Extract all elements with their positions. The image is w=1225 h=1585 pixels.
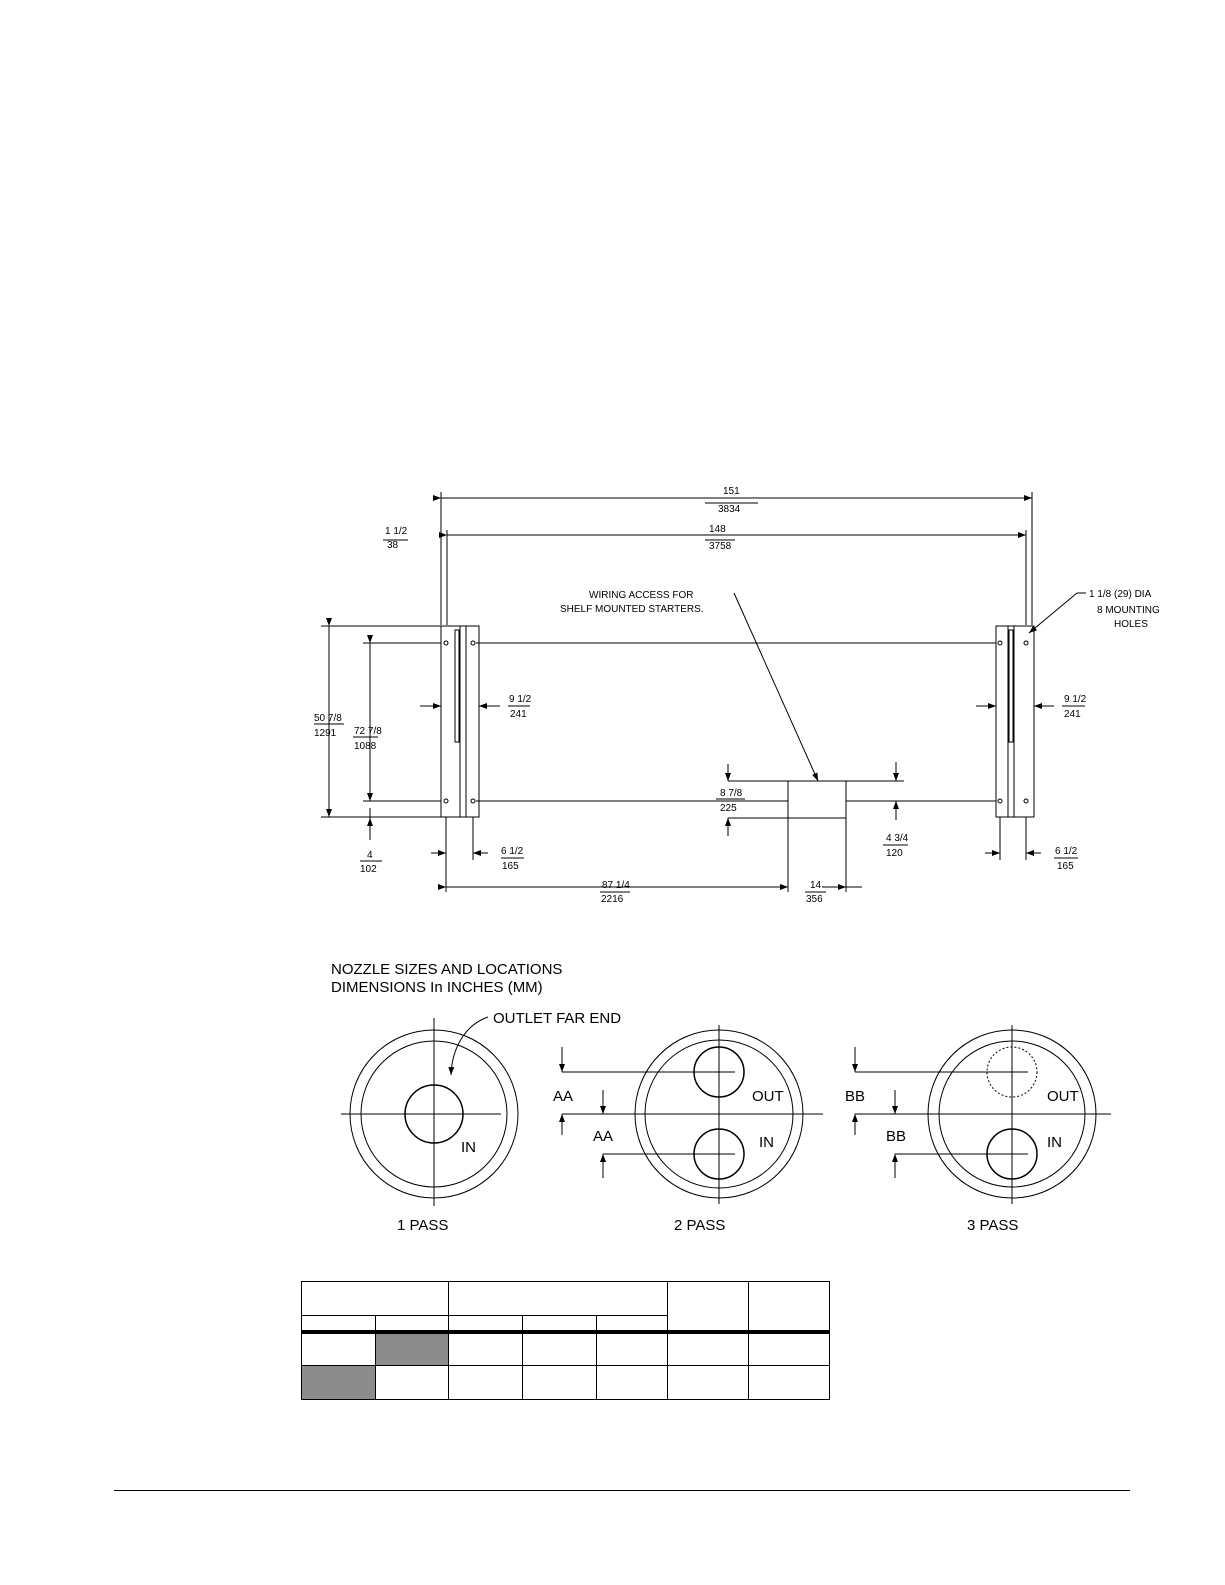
pass2-label: 2 PASS xyxy=(674,1217,726,1234)
mount-note-line3: HOLES xyxy=(1114,619,1148,630)
inner-length-mm: 3758 xyxy=(709,541,732,552)
to-box-mm: 2216 xyxy=(601,894,624,905)
pass3-nozzle-view xyxy=(855,1025,1111,1204)
box-height-in: 8 7/8 xyxy=(720,788,743,799)
out-label-pass2: OUT xyxy=(752,1088,784,1105)
table-cell-shaded xyxy=(376,1332,449,1366)
bottom-left-in: 4 xyxy=(367,850,373,861)
left-tube-sheet xyxy=(441,626,479,817)
bottom-left-mm: 102 xyxy=(360,864,377,875)
table-cell xyxy=(523,1332,597,1366)
table-row xyxy=(302,1332,830,1366)
table-row xyxy=(302,1366,830,1400)
bb-label-lower: BB xyxy=(886,1128,907,1145)
nozzle-subtitle: DIMENSIONS In INCHES (MM) xyxy=(331,979,543,996)
box-height-mm: 225 xyxy=(720,803,737,814)
right-tube-sheet xyxy=(996,626,1034,817)
table-cell-shaded xyxy=(302,1366,376,1400)
box-width-mm: 356 xyxy=(806,894,823,905)
inner-width-mm: 1088 xyxy=(354,741,377,752)
mount-note-line1: 1 1/8 (29) DIA xyxy=(1089,589,1152,600)
table-header-row xyxy=(302,1282,830,1316)
bb-label-upper: BB xyxy=(845,1088,866,1105)
wiring-leader xyxy=(734,593,818,781)
in-label-pass3: IN xyxy=(1047,1134,1062,1151)
dim-inner-length xyxy=(383,530,1026,625)
table-cell xyxy=(449,1332,523,1366)
right-foot-mm: 241 xyxy=(1064,709,1081,720)
aa-label-upper: AA xyxy=(553,1088,574,1105)
dim-box-height xyxy=(716,764,788,836)
right-hole-gap-mm: 165 xyxy=(1057,861,1074,872)
dim-inner-width xyxy=(353,643,441,801)
outlet-far-end-label: OUTLET FAR END xyxy=(493,1010,622,1027)
wiring-note-line1: WIRING ACCESS FOR xyxy=(589,590,694,601)
nozzle-title: NOZZLE SIZES AND LOCATIONS xyxy=(331,961,563,978)
table-cell xyxy=(449,1282,668,1316)
table-cell xyxy=(376,1316,449,1332)
nozzle-table xyxy=(301,1281,830,1400)
right-foot-in: 9 1/2 xyxy=(1064,694,1087,705)
right-hole-gap-in: 6 1/2 xyxy=(1055,846,1078,857)
outer-width-in: 50 7/8 xyxy=(314,713,342,724)
left-offset-mm: 38 xyxy=(387,540,399,551)
left-foot-in: 9 1/2 xyxy=(509,694,532,705)
table-cell xyxy=(668,1282,749,1332)
table-cell xyxy=(749,1366,830,1400)
table-cell xyxy=(749,1282,830,1332)
box-offset-in: 4 3/4 xyxy=(886,833,909,844)
table-cell xyxy=(668,1332,749,1366)
left-foot-mm: 241 xyxy=(510,709,527,720)
pass1-label: 1 PASS xyxy=(397,1217,449,1234)
in-label-pass1: IN xyxy=(461,1139,476,1156)
table-cell xyxy=(597,1332,668,1366)
aa-label-lower: AA xyxy=(593,1128,614,1145)
mount-note-line2: 8 MOUNTING xyxy=(1097,605,1160,616)
left-offset-in: 1 1/2 xyxy=(385,526,408,537)
table-cell xyxy=(302,1316,376,1332)
table-cell xyxy=(668,1366,749,1400)
wiring-access-box xyxy=(788,781,846,818)
table-cell xyxy=(523,1366,597,1400)
left-hole-gap-in: 6 1/2 xyxy=(501,846,524,857)
left-hole-gap-mm: 165 xyxy=(502,861,519,872)
frame-rails xyxy=(476,643,996,801)
table-cell xyxy=(449,1366,523,1400)
outer-width-mm: 1291 xyxy=(314,728,337,739)
table-cell xyxy=(749,1332,830,1366)
overall-length-in: 151 xyxy=(723,486,740,497)
table-cell xyxy=(597,1316,668,1332)
pass2-nozzle-view xyxy=(562,1025,823,1204)
table-cell xyxy=(302,1282,449,1316)
inner-width-in: 72 7/8 xyxy=(354,726,382,737)
overall-length-mm: 3834 xyxy=(718,504,741,515)
wiring-note-line2: SHELF MOUNTED STARTERS. xyxy=(560,604,704,615)
out-label-pass3: OUT xyxy=(1047,1088,1079,1105)
inner-length-in: 148 xyxy=(709,524,726,535)
box-offset-mm: 120 xyxy=(886,848,903,859)
table-cell xyxy=(597,1366,668,1400)
pass3-label: 3 PASS xyxy=(967,1217,1019,1234)
table-cell xyxy=(302,1332,376,1366)
in-label-pass2: IN xyxy=(759,1134,774,1151)
table-cell xyxy=(376,1366,449,1400)
table-cell xyxy=(523,1316,597,1332)
pass1-nozzle-view xyxy=(341,1017,518,1206)
mount-leader xyxy=(1029,593,1077,633)
to-box-in: 87 1/4 xyxy=(602,880,630,891)
box-width-in: 14 xyxy=(810,880,822,891)
footer-rule xyxy=(114,1490,1130,1491)
table-cell xyxy=(449,1316,523,1332)
